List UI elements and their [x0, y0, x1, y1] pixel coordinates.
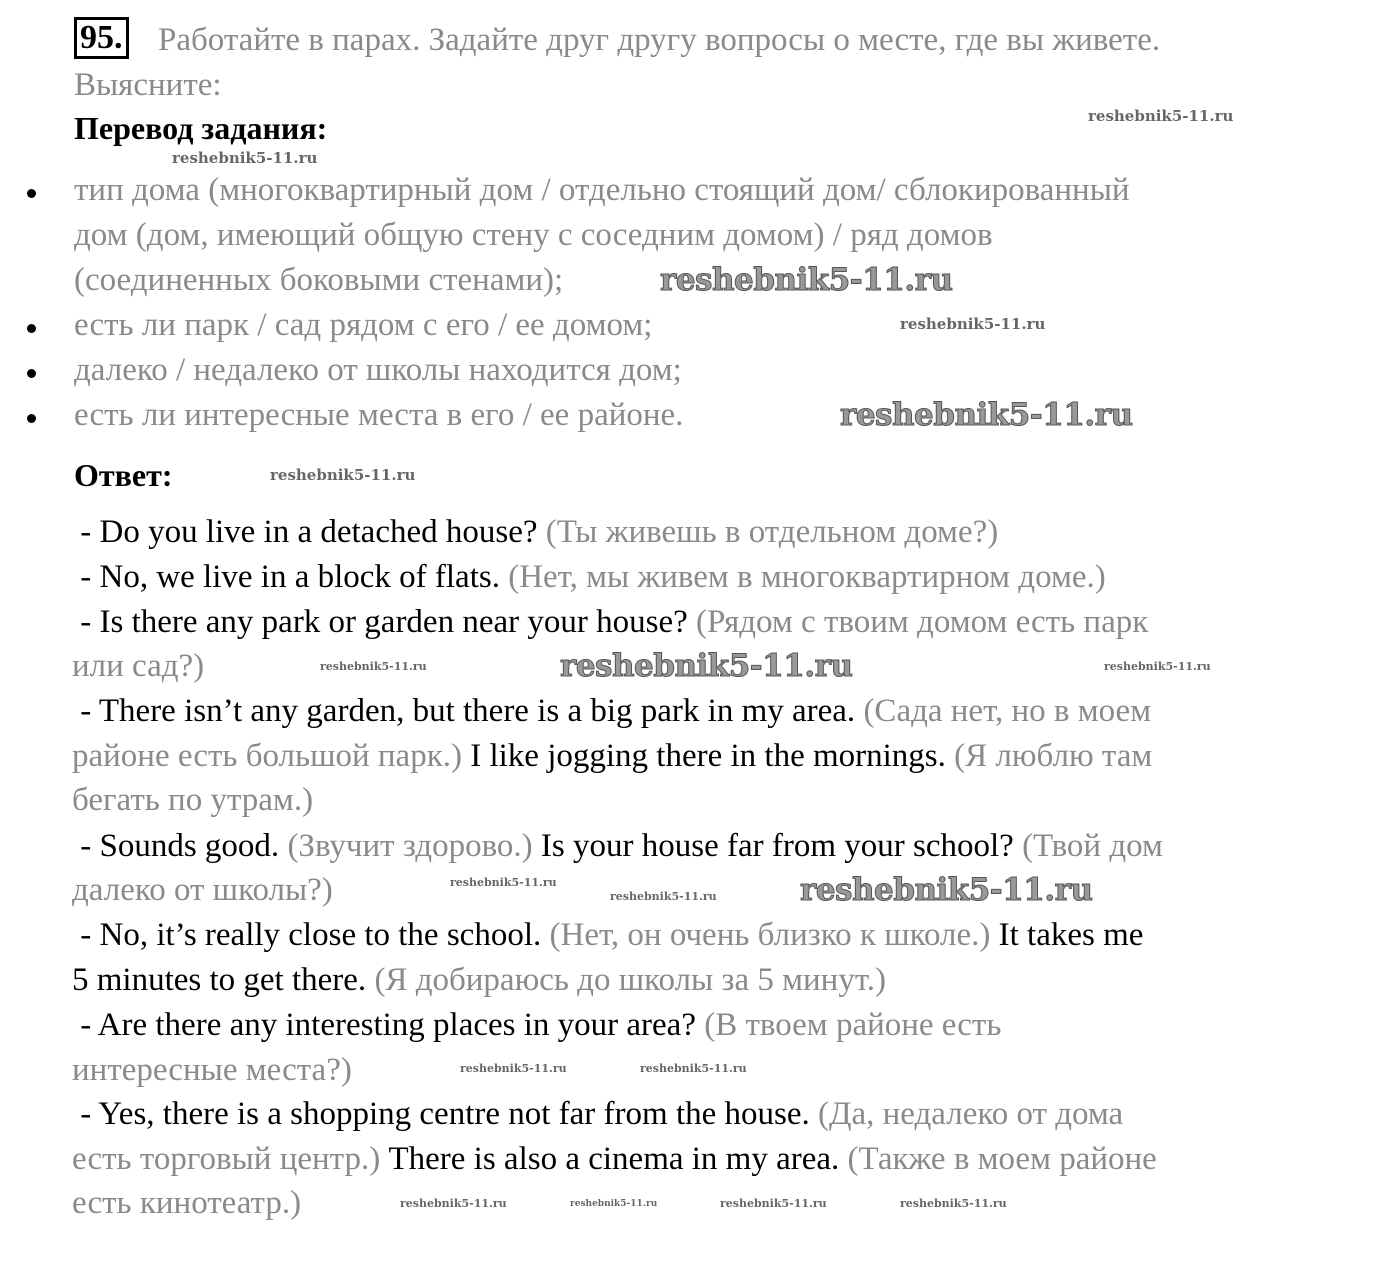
task-instruction: Работайте в парах. Задайте друг другу вопросы о месте, где вы живете. [158, 22, 1161, 58]
dialogue-line [72, 915, 1143, 955]
watermark: reshebnik5-11.ru [720, 1197, 827, 1210]
english-text: - Is there any park or garden near your house? [72, 604, 696, 640]
watermark: reshebnik5-11.ru [560, 648, 853, 684]
russian-translation: (Звучит здорово.) [287, 828, 541, 864]
russian-translation: (Твой дом [1022, 828, 1163, 864]
dialogue-line [72, 1050, 352, 1090]
watermark: reshebnik5-11.ru [450, 876, 557, 889]
watermark: reshebnik5-11.ru [840, 397, 1133, 433]
english-text: - No, it’s really close to the school. [72, 917, 550, 953]
dialogue-line [72, 960, 886, 1000]
dialogue-line [72, 826, 1163, 866]
russian-translation: (Да, недалеко от дома [818, 1096, 1124, 1132]
watermark: reshebnik5-11.ru [660, 262, 953, 298]
watermark: reshebnik5-11.ru [320, 660, 427, 673]
dialogue-line [72, 1005, 1001, 1045]
bullet-icon [27, 324, 36, 333]
translation-list-item: тип дома (многоквартирный дом / отдельно стоящий дом/ сблокированный [74, 172, 1130, 208]
watermark: reshebnik5-11.ru [1104, 660, 1211, 673]
russian-translation: есть кинотеатр.) [72, 1185, 302, 1221]
translation-heading: Перевод задания: [74, 110, 328, 146]
english-text: 5 minutes to get there. [72, 962, 375, 998]
task-number: 95. [74, 17, 129, 59]
russian-translation: районе есть большой парк.) [72, 738, 471, 774]
watermark: reshebnik5-11.ru [900, 1197, 1007, 1210]
translation-list-item: есть ли парк / сад рядом с его / ее домом; [74, 307, 653, 343]
russian-translation: есть торговый центр.) [72, 1141, 389, 1177]
watermark: reshebnik5-11.ru [640, 1062, 747, 1075]
watermark: reshebnik5-11.ru [172, 149, 318, 167]
dialogue-line [72, 780, 313, 820]
dialogue-line [72, 1094, 1123, 1134]
english-text: - Yes, there is a shopping centre not far from the house. [72, 1096, 818, 1132]
dialogue-line [72, 602, 1148, 642]
english-text: - Sounds good. [72, 828, 288, 864]
dialogue-line [72, 512, 998, 552]
russian-translation: (Я люблю там [954, 738, 1153, 774]
russian-translation: (Ты живешь в отдельном доме?) [545, 514, 999, 550]
translation-list-item: дом (дом, имеющий общую стену с соседним домом) / ряд домов [74, 217, 993, 253]
english-text: - Are there any interesting places in your area? [72, 1007, 705, 1043]
dialogue-line [72, 736, 1152, 776]
russian-translation: (В твоем районе есть [704, 1007, 1002, 1043]
russian-translation: далеко от школы?) [72, 872, 333, 908]
task-instruction-continued: Выясните: [74, 67, 222, 103]
russian-translation: интересные места?) [72, 1052, 352, 1088]
russian-translation: бегать по утрам.) [72, 782, 314, 818]
russian-translation: (Сада нет, но в моем [863, 693, 1152, 729]
translation-list-item: есть ли интересные места в его / ее районе. [74, 397, 684, 433]
translation-list-item: (соединенных боковыми стенами); [74, 262, 564, 298]
english-text: Is your house far from your school? [540, 828, 1023, 864]
english-text: - There isn’t any garden, but there is a big park in my area. [72, 693, 864, 729]
bullet-icon [27, 369, 36, 378]
dialogue-line [72, 1183, 301, 1223]
english-text: - No, we live in a block of flats. [72, 559, 509, 595]
bullet-icon [27, 189, 36, 198]
russian-translation: (Также в моем районе [847, 1141, 1157, 1177]
dialogue-line [72, 646, 204, 686]
russian-translation: (Нет, мы живем в многоквартирном доме.) [508, 559, 1106, 595]
english-text: There is also a cinema in my area. [388, 1141, 848, 1177]
russian-translation: (Я добираюсь до школы за 5 минут.) [374, 962, 887, 998]
english-text: It takes me [998, 917, 1144, 953]
watermark: reshebnik5-11.ru [800, 872, 1093, 908]
watermark: reshebnik5-11.ru [570, 1199, 658, 1209]
english-text: - Do you live in a detached house? [72, 514, 546, 550]
watermark: reshebnik5-11.ru [270, 466, 416, 484]
watermark: reshebnik5-11.ru [1088, 107, 1234, 125]
bullet-icon [27, 414, 36, 423]
dialogue-line [72, 691, 1151, 731]
watermark: reshebnik5-11.ru [400, 1197, 507, 1210]
watermark: reshebnik5-11.ru [610, 890, 717, 903]
dialogue-line [72, 870, 333, 910]
watermark: reshebnik5-11.ru [900, 315, 1046, 333]
dialogue-line [72, 1139, 1157, 1179]
watermark: reshebnik5-11.ru [460, 1062, 567, 1075]
russian-translation: (Нет, он очень близко к школе.) [549, 917, 999, 953]
russian-translation: или сад?) [72, 648, 205, 684]
english-text: I like jogging there in the mornings. [470, 738, 955, 774]
answer-heading: Ответ: [74, 457, 173, 493]
dialogue-line [72, 557, 1106, 597]
translation-list-item: далеко / недалеко от школы находится дом; [74, 352, 682, 388]
russian-translation: (Рядом с твоим домом есть парк [696, 604, 1149, 640]
